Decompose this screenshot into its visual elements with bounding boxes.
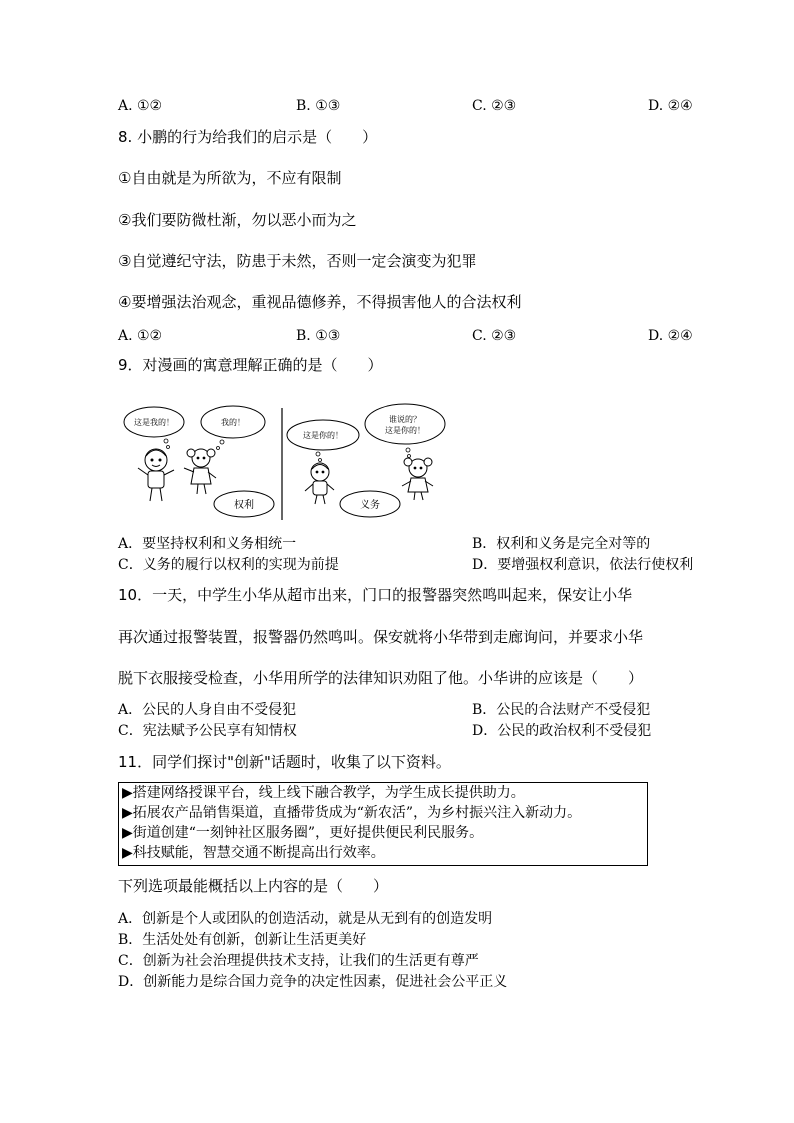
q11-material-3: ▶街道创建“一刻钟社区服务圈”，更好提供便民利民服务。 xyxy=(122,825,484,841)
q8-option-b: B. ①③ xyxy=(296,328,341,344)
q11-material-2: ▶拓展农产品销售渠道，直播带货成为“新农活”，为乡村振兴注入新动力。 xyxy=(122,805,582,821)
q11-option-a: A．创新是个人或团队的创造活动，就是从无到有的创造发明 xyxy=(118,911,493,927)
q8-option-a: A. ①② xyxy=(118,328,163,344)
girl-figure-right xyxy=(402,458,433,500)
q10-stem-line-3: 脱下衣服接受检查，小华用所学的法律知识劝阻了他。小华讲的应该是（ ） xyxy=(118,669,644,687)
q7-option-b: B. ①③ xyxy=(296,98,341,114)
speech-bubble xyxy=(365,404,445,444)
q11-materials-box xyxy=(118,782,648,866)
q11-material-4: ▶科技赋能，智慧交通不断提高出行效率。 xyxy=(122,845,385,861)
rights-label: 权利 xyxy=(234,500,254,511)
q7-option-d: D. ②④ xyxy=(648,98,693,114)
q10-option-c: C．宪法赋予公民享有知情权 xyxy=(118,723,297,739)
q10-stem-line-2: 再次通过报警装置，报警器仍然鸣叫。保安就将小华带到走廊询问，并要求小华 xyxy=(118,628,644,646)
bubble-text-right-1: 这是你的！ xyxy=(303,431,343,440)
q9-option-b: B．权利和义务是完全对等的 xyxy=(472,536,651,552)
bubble-text-right-2b: 这是你的！ xyxy=(385,426,425,435)
q8-statement-3: ③自觉遵纪守法，防患于未然，否则一定会演变为犯罪 xyxy=(118,252,477,270)
q8-option-c: C. ②③ xyxy=(472,328,517,344)
q11-option-b: B．生活处处有创新，创新让生活更美好 xyxy=(118,932,367,948)
q10-option-a: A．公民的人身自由不受侵犯 xyxy=(118,702,297,718)
q11-material-1: ▶搭建网络授课平台，线上线下融合教学，为学生成长提供助力。 xyxy=(122,785,525,801)
q8-statement-4: ④要增强法治观念，重视品德修养，不得损害他人的合法权利 xyxy=(118,293,522,311)
q11-option-d: D．创新能力是综合国力竞争的决定性因素，促进社会公平正义 xyxy=(118,974,508,990)
bubble-text-left-1: 这是我的！ xyxy=(134,418,174,427)
q9-stem: 9．对漫画的寓意理解正确的是（ ） xyxy=(118,356,383,374)
q8-statement-1: ①自由就是为所欲为，不应有限制 xyxy=(118,169,342,187)
q11-question: 下列选项最能概括以上内容的是（ ） xyxy=(118,877,389,895)
rights-duties-cartoon xyxy=(118,398,458,524)
q10-option-b: B．公民的合法财产不受侵犯 xyxy=(472,702,651,718)
q7-option-a: A. ①② xyxy=(118,98,163,114)
boy-figure-left xyxy=(138,449,174,501)
q8-stem: 8. 小鹏的行为给我们的启示是（ ） xyxy=(118,128,378,146)
q9-option-c: C．义务的履行以权利的实现为前提 xyxy=(118,557,339,573)
q8-statement-2: ②我们要防微杜渐，勿以恶小而为之 xyxy=(118,211,357,229)
bubble-text-left-2: 我的！ xyxy=(221,418,245,427)
q11-stem: 11．同学们探讨"创新"话题时，收集了以下资料。 xyxy=(118,753,451,771)
q10-option-d: D．公民的政治权利不受侵犯 xyxy=(472,723,652,739)
q11-option-c: C．创新为社会治理提供技术支持，让我们的生活更有尊严 xyxy=(118,953,479,969)
q8-option-d: D. ②④ xyxy=(648,328,693,344)
q10-stem-line-1: 10．一天，中学生小华从超市出来，门口的报警器突然鸣叫起来，保安让小华 xyxy=(118,586,633,604)
girl-figure-left xyxy=(184,449,216,494)
duties-label: 义务 xyxy=(360,500,380,511)
boy-figure-right xyxy=(305,463,334,504)
q7-option-c: C. ②③ xyxy=(472,98,517,114)
q9-option-d: D．要增强权利意识，依法行使权利 xyxy=(472,557,694,573)
bubble-text-right-2a: 谁说的？ xyxy=(389,415,421,424)
q9-option-a: A．要坚持权利和义务相统一 xyxy=(118,536,297,552)
